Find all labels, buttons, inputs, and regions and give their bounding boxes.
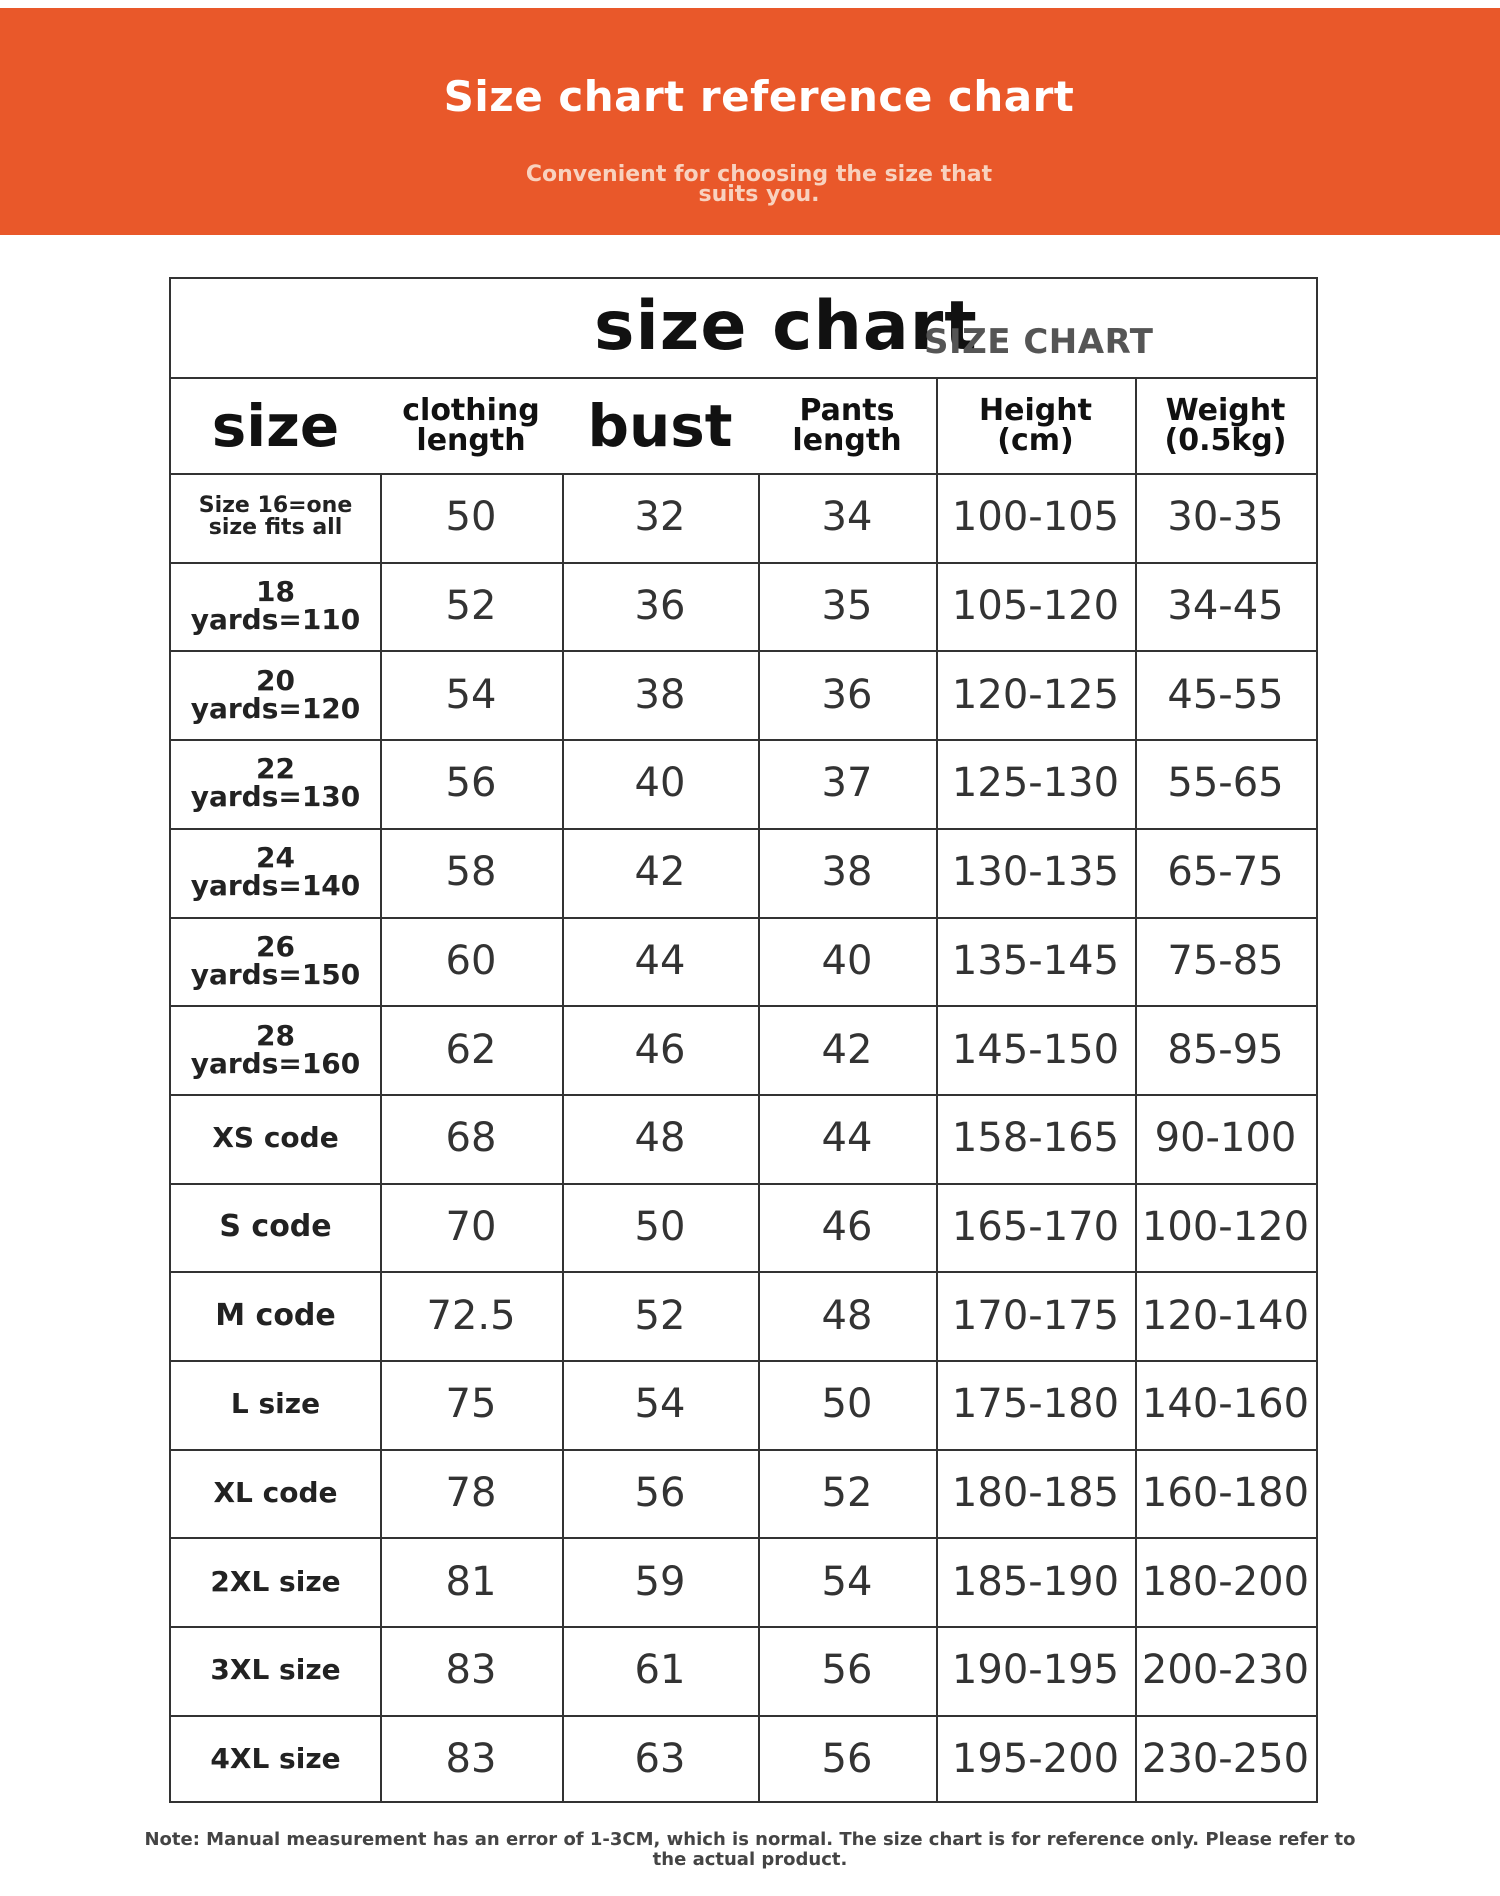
table-cell: 56 bbox=[445, 760, 497, 807]
row-size-label: 2XL size bbox=[210, 1564, 341, 1598]
table-cell: 48 bbox=[634, 1115, 686, 1162]
table-cell: 195-200 bbox=[951, 1736, 1120, 1783]
table-cell: 56 bbox=[634, 1470, 686, 1517]
table-cell: 55-65 bbox=[1167, 760, 1284, 807]
table-cell: 78 bbox=[445, 1470, 497, 1517]
table-cell: 90-100 bbox=[1154, 1115, 1297, 1162]
row-size-label: M code bbox=[215, 1297, 336, 1333]
row-size-label: 28 yards=160 bbox=[190, 1018, 361, 1080]
column-divider bbox=[380, 473, 382, 1801]
table-cell: 50 bbox=[821, 1381, 873, 1428]
table-cell: 60 bbox=[445, 937, 497, 984]
row-size-label: L size bbox=[230, 1387, 321, 1421]
footnote: Note: Manual measurement has an error of 1-3CM, which is normal. The size chart is for reference only. Please refer to the actual product. bbox=[144, 1829, 1356, 1870]
column-divider bbox=[1135, 379, 1137, 1801]
table-cell: 52 bbox=[821, 1470, 873, 1517]
column-divider bbox=[758, 473, 760, 1801]
header-height: Height (cm) bbox=[979, 393, 1092, 458]
banner-subtitle: Convenient for choosing the size that suits you. bbox=[525, 162, 993, 207]
column-divider bbox=[562, 473, 564, 1801]
table-cell: 44 bbox=[634, 937, 686, 984]
table-cell: 42 bbox=[634, 849, 686, 896]
table-cell: 56 bbox=[821, 1647, 873, 1694]
table-cell: 75-85 bbox=[1167, 937, 1284, 984]
header-bust: bust bbox=[587, 392, 733, 460]
table-cell: 62 bbox=[445, 1026, 497, 1073]
table-cell: 61 bbox=[634, 1647, 686, 1694]
table-subtitle: SIZE CHART bbox=[924, 322, 1154, 362]
table-cell: 83 bbox=[445, 1647, 497, 1694]
table-cell: 158-165 bbox=[951, 1115, 1120, 1162]
row-size-label: 18 yards=110 bbox=[190, 575, 361, 637]
table-cell: 75 bbox=[445, 1381, 497, 1428]
table-cell: 70 bbox=[445, 1203, 497, 1250]
table-cell: 130-135 bbox=[951, 849, 1120, 896]
table-cell: 59 bbox=[634, 1558, 686, 1605]
table-cell: 38 bbox=[634, 671, 686, 718]
header-clothing-length: clothing length bbox=[402, 393, 540, 458]
table-cell: 56 bbox=[821, 1736, 873, 1783]
table-cell: 140-160 bbox=[1141, 1381, 1310, 1428]
table-cell: 200-230 bbox=[1141, 1647, 1310, 1694]
table-cell: 72.5 bbox=[426, 1292, 516, 1339]
table-cell: 125-130 bbox=[951, 760, 1120, 807]
table-cell: 68 bbox=[445, 1115, 497, 1162]
table-cell: 45-55 bbox=[1167, 671, 1284, 718]
table-cell: 185-190 bbox=[951, 1558, 1120, 1605]
table-cell: 63 bbox=[634, 1736, 686, 1783]
table-cell: 40 bbox=[821, 937, 873, 984]
table-cell: 50 bbox=[445, 494, 497, 541]
table-cell: 38 bbox=[821, 849, 873, 896]
row-size-label: XS code bbox=[212, 1121, 339, 1155]
table-cell: 54 bbox=[634, 1381, 686, 1428]
table-cell: 83 bbox=[445, 1736, 497, 1783]
table-cell: 42 bbox=[821, 1026, 873, 1073]
table-cell: 40 bbox=[634, 760, 686, 807]
table-cell: 100-105 bbox=[951, 494, 1120, 541]
table-title-row bbox=[171, 279, 1316, 379]
table-cell: 165-170 bbox=[951, 1203, 1120, 1250]
table-cell: 46 bbox=[634, 1026, 686, 1073]
table-title: size chart bbox=[594, 287, 978, 366]
table-cell: 34-45 bbox=[1167, 583, 1284, 630]
table-cell: 54 bbox=[821, 1558, 873, 1605]
header-weight: Weight (0.5kg) bbox=[1164, 393, 1287, 458]
table-cell: 34 bbox=[821, 494, 873, 541]
table-cell: 145-150 bbox=[951, 1026, 1120, 1073]
row-size-label: XL code bbox=[213, 1476, 338, 1510]
row-size-label: 4XL size bbox=[210, 1742, 341, 1776]
header-size: size bbox=[211, 392, 340, 460]
table-cell: 52 bbox=[634, 1292, 686, 1339]
table-cell: 180-185 bbox=[951, 1470, 1120, 1517]
table-cell: 180-200 bbox=[1141, 1558, 1310, 1605]
row-size-label: 26 yards=150 bbox=[190, 929, 361, 991]
table-cell: 65-75 bbox=[1167, 849, 1284, 896]
table-cell: 50 bbox=[634, 1203, 686, 1250]
table-cell: 160-180 bbox=[1141, 1470, 1310, 1517]
table-cell: 46 bbox=[821, 1203, 873, 1250]
size-chart-table bbox=[169, 277, 1318, 1803]
table-cell: 100-120 bbox=[1141, 1203, 1310, 1250]
row-size-label: Size 16=one size fits all bbox=[198, 493, 353, 541]
table-cell: 48 bbox=[821, 1292, 873, 1339]
table-cell: 105-120 bbox=[951, 583, 1120, 630]
banner-title: Size chart reference chart bbox=[443, 72, 1075, 121]
row-size-label: 3XL size bbox=[210, 1653, 341, 1687]
table-cell: 120-140 bbox=[1141, 1292, 1310, 1339]
table-cell: 58 bbox=[445, 849, 497, 896]
table-cell: 52 bbox=[445, 583, 497, 630]
header-pants-length: Pants length bbox=[792, 393, 902, 458]
table-cell: 175-180 bbox=[951, 1381, 1120, 1428]
table-cell: 30-35 bbox=[1167, 494, 1284, 541]
table-cell: 85-95 bbox=[1167, 1026, 1284, 1073]
row-size-label: S code bbox=[219, 1208, 332, 1244]
table-cell: 81 bbox=[445, 1558, 497, 1605]
table-cell: 135-145 bbox=[951, 937, 1120, 984]
row-size-label: 24 yards=140 bbox=[190, 841, 361, 903]
table-cell: 190-195 bbox=[951, 1647, 1120, 1694]
table-cell: 44 bbox=[821, 1115, 873, 1162]
table-cell: 120-125 bbox=[951, 671, 1120, 718]
table-cell: 37 bbox=[821, 760, 873, 807]
table-cell: 36 bbox=[634, 583, 686, 630]
table-cell: 54 bbox=[445, 671, 497, 718]
row-size-label: 22 yards=130 bbox=[190, 752, 361, 814]
table-cell: 32 bbox=[634, 494, 686, 541]
table-cell: 35 bbox=[821, 583, 873, 630]
table-cell: 170-175 bbox=[951, 1292, 1120, 1339]
table-cell: 36 bbox=[821, 671, 873, 718]
column-divider bbox=[936, 379, 938, 1801]
header-banner bbox=[0, 8, 1500, 235]
row-size-label: 20 yards=120 bbox=[190, 663, 361, 725]
table-cell: 230-250 bbox=[1141, 1736, 1310, 1783]
